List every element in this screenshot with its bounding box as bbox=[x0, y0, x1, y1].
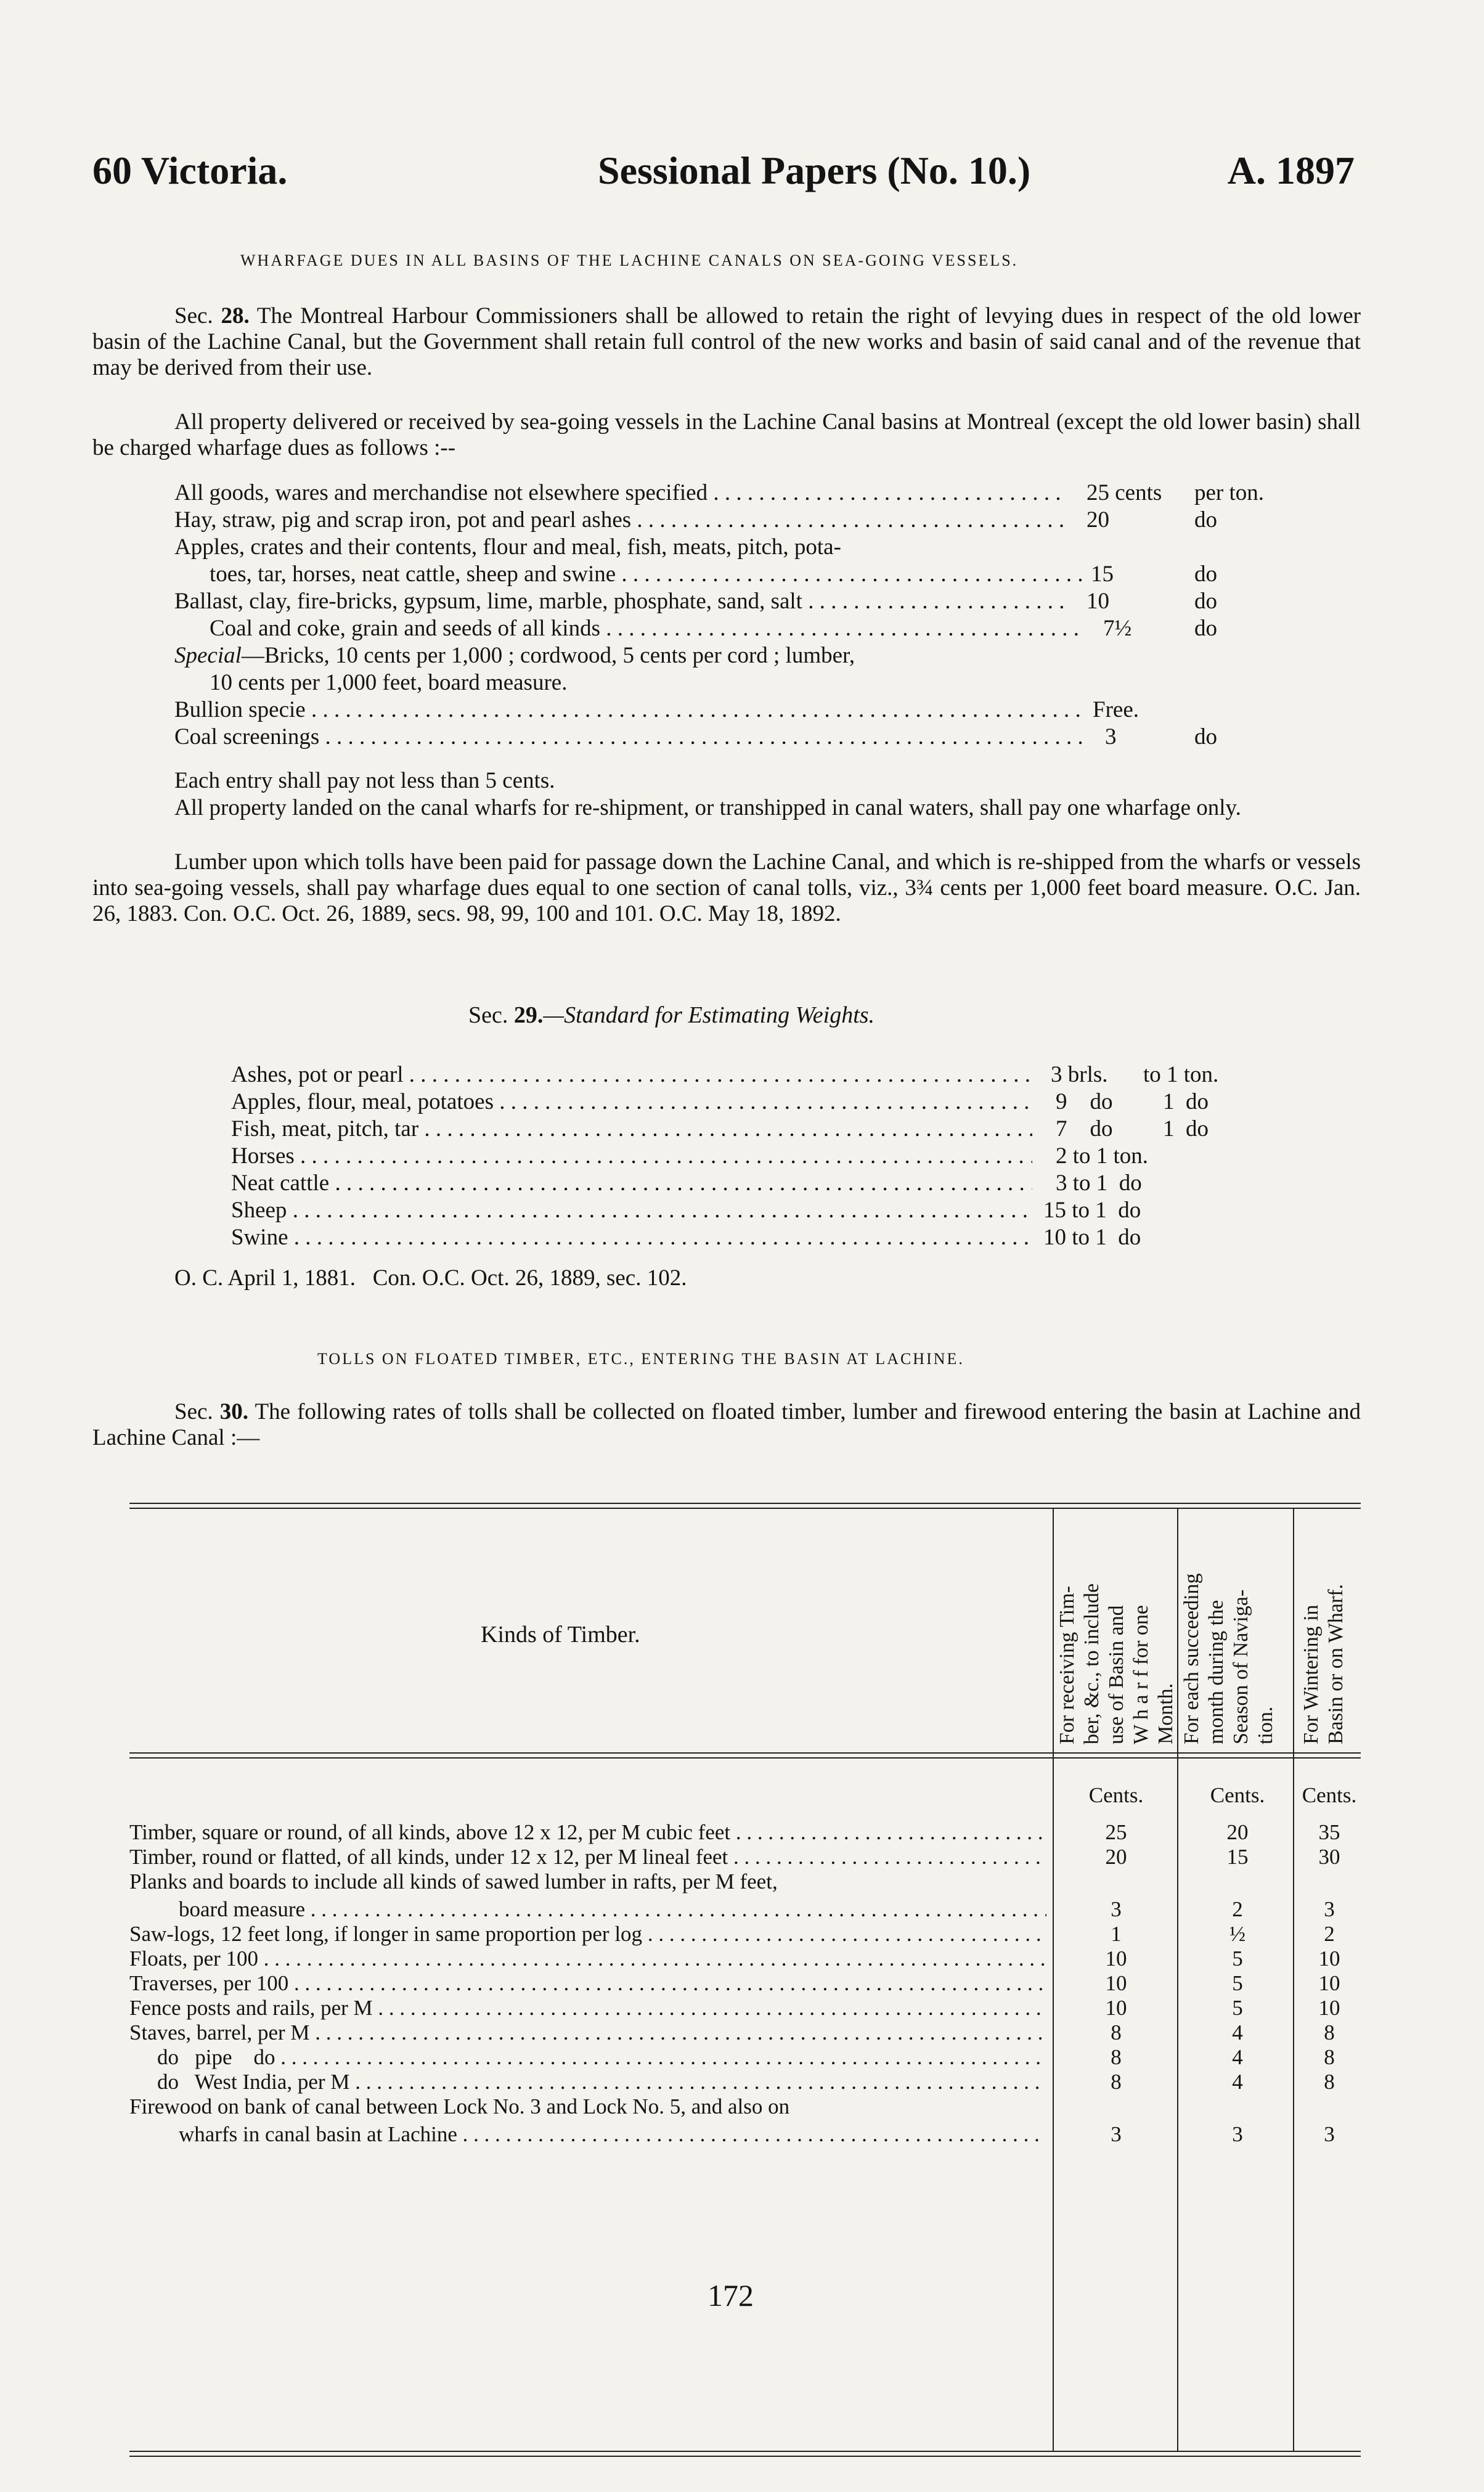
table-rule-header-2 bbox=[129, 1757, 1361, 1759]
header-center: Sessional Papers (No. 10.) bbox=[598, 149, 1031, 192]
wharfage-item: All goods, wares and merchandise not elsewhere specified . . . 25 cents per ton. bbox=[174, 480, 1308, 507]
header-left: 60 Victoria. bbox=[92, 149, 288, 192]
table-rule-bottom-2 bbox=[129, 2456, 1361, 2457]
wharfage-bullion: Bullion specie . . . Free. bbox=[174, 697, 1308, 724]
weight-row: Sheep . . . 15 to 1 do bbox=[231, 1197, 1248, 1224]
sec28-number: 28. bbox=[221, 303, 250, 329]
lumber-paragraph: Lumber upon which tolls have been paid for passage down the Lachine Canal, and which is re-shipped from the wharfs or vessels into sea-going vessels, shall pay wharfage dues equal to one section of canal tolls, viz., 3¾ cents per 1,000 feet board measure. O.C. Jan. 26, 1883. Con. O.C. Oct. 26, 1889, secs. 98, 99, 100 and 101. O.C. May 18, 1892. bbox=[92, 849, 1361, 926]
sec28-prefix: Sec. bbox=[174, 303, 213, 329]
wharfage-item: Hay, straw, pig and scrap iron, pot and pearl ashes . . . 20 do bbox=[174, 507, 1308, 534]
table-col-divider bbox=[1293, 1508, 1294, 2451]
sec28-paragraph bbox=[92, 303, 1361, 381]
wharfage-item: toes, tar, horses, neat cattle, sheep and swine . . . 15 do bbox=[210, 561, 1308, 588]
sec28-paragraph-2: All property delivered or received by sea-going vessels in the Lachine Canal basins at Montreal (except the old lower basin) shall be charged wharfage dues as follows :-- bbox=[92, 409, 1361, 460]
weight-row: Ashes, pot or pearl . . . 3 brls. to 1 ton. bbox=[231, 1061, 1248, 1089]
header-right: A. 1897 bbox=[1227, 149, 1355, 192]
wharfage-item: Ballast, clay, fire-bricks, gypsum, lime, marble, phosphate, sand, salt . . . 10 do bbox=[174, 588, 1308, 615]
weight-row: Swine . . . 10 to 1 do bbox=[231, 1224, 1248, 1251]
weight-row: Horses . . . 2 to 1 ton. bbox=[231, 1143, 1248, 1170]
wharfage-special: Special—Bricks, 10 cents per 1,000 ; cordwood, 5 cents per cord ; lumber, bbox=[174, 643, 855, 668]
wharfage-item: Apples, crates and their contents, flour and meal, fish, meats, pitch, pota- bbox=[174, 534, 841, 560]
weight-row: Neat cattle . . . 3 to 1 do bbox=[231, 1170, 1248, 1197]
sec29-heading: Sec. 29.—Standard for Estimating Weights. bbox=[468, 1002, 875, 1028]
entry-paragraph: Each entry shall pay not less than 5 cents. bbox=[174, 768, 555, 793]
table-col-divider bbox=[1053, 1508, 1054, 2451]
wharfage-title: WHARFAGE DUES IN ALL BASINS OF THE LACHINE CANALS ON SEA-GOING VESSELS. bbox=[240, 251, 1019, 269]
col1-header: For receiving Tim- ber, &c., to include use of Basin and W h a r f for one Month. bbox=[1056, 1583, 1177, 1744]
page-number: 172 bbox=[707, 2278, 754, 2313]
tolls-title: TOLLS ON FLOATED TIMBER, ETC., ENTERING THE BASIN AT LACHINE. bbox=[317, 1350, 964, 1368]
table-rule-top bbox=[129, 1503, 1361, 1504]
table-rule-header bbox=[129, 1752, 1361, 1754]
kinds-of-timber-header: Kinds of Timber. bbox=[481, 1622, 640, 1648]
weight-row: Fish, meat, pitch, tar . . . 7 do 1 do bbox=[231, 1116, 1248, 1143]
sec28-text: The Montreal Harbour Commissioners shall be allowed to retain the right of levying dues in respect of the old lower basin of the Lachine Canal, but the Government shall retain full control of the new works and basin of said canal and of the revenue that may be derived from their use. bbox=[92, 303, 1361, 380]
special-label: Special bbox=[174, 643, 242, 668]
table-rule-top-2 bbox=[129, 1508, 1361, 1509]
weights-citation: O. C. April 1, 1881. Con. O.C. Oct. 26, 1889, sec. 102. bbox=[174, 1265, 687, 1291]
wharfage-special-2: 10 cents per 1,000 feet, board measure. bbox=[210, 670, 568, 695]
weight-row: Apples, flour, meal, potatoes . . . 9 do 1 do bbox=[231, 1089, 1248, 1116]
col2-header: For each succeeding month during the Season of Naviga- tion. bbox=[1180, 1573, 1277, 1744]
tolls-table: Kinds of Timber. For receiving Tim- ber, &c., to include use of Basin and W h a r f for one Month. For each succeeding month during the Season of Naviga- tion. For Wintering in Basin or on Wharf. Cents. Cents. Cents. Timber, square or round, of all kinds, above 12 x 12, per M cubic feet . . . 25 20 35 Timber, round or flatted, of all kinds, under 12 x 12, per M lineal feet . . . 20 15 30 Planks and boards to include all kinds of sawed lumber in rafts, per M feet, board measure . . . 3 2 3 Saw-logs, 12 feet long, if longer in same proportion per log . . . 1 ½ 2 Floats, per 100 . . . 10 5 10 Traverses, per 100 . . . 10 5 10 Fence posts and rails, per M . . . 10 5 10 Staves, barrel, per M . . . 8 4 8 do pipe do . . . 8 4 8 do West India, per M . . . 8 4 8 Firewood on bank of canal between Lock No. 3 and Lock No. 5, and also on wharfs in canal basin at Lachine . . . 3 3 3 bbox=[129, 1503, 1361, 2492]
wharfage-item: Coal and coke, grain and seeds of all kinds . . . 7½ do bbox=[210, 615, 1308, 642]
table-rule-bottom bbox=[129, 2451, 1361, 2452]
col3-header: For Wintering in Basin or on Wharf. bbox=[1300, 1584, 1347, 1744]
wharfage-coal-screenings: Coal screenings . . . 3 do bbox=[174, 724, 1308, 751]
landed-paragraph: All property landed on the canal wharfs for re-shipment, or transhipped in canal waters, shall pay one wharfage only. bbox=[174, 795, 1241, 820]
running-header bbox=[92, 148, 1355, 197]
sec30-paragraph: Sec. 30. The following rates of tolls shall be collected on floated timber, lumber and firewood entering the basin at Lachine and Lachine Canal :— bbox=[92, 1399, 1361, 1450]
